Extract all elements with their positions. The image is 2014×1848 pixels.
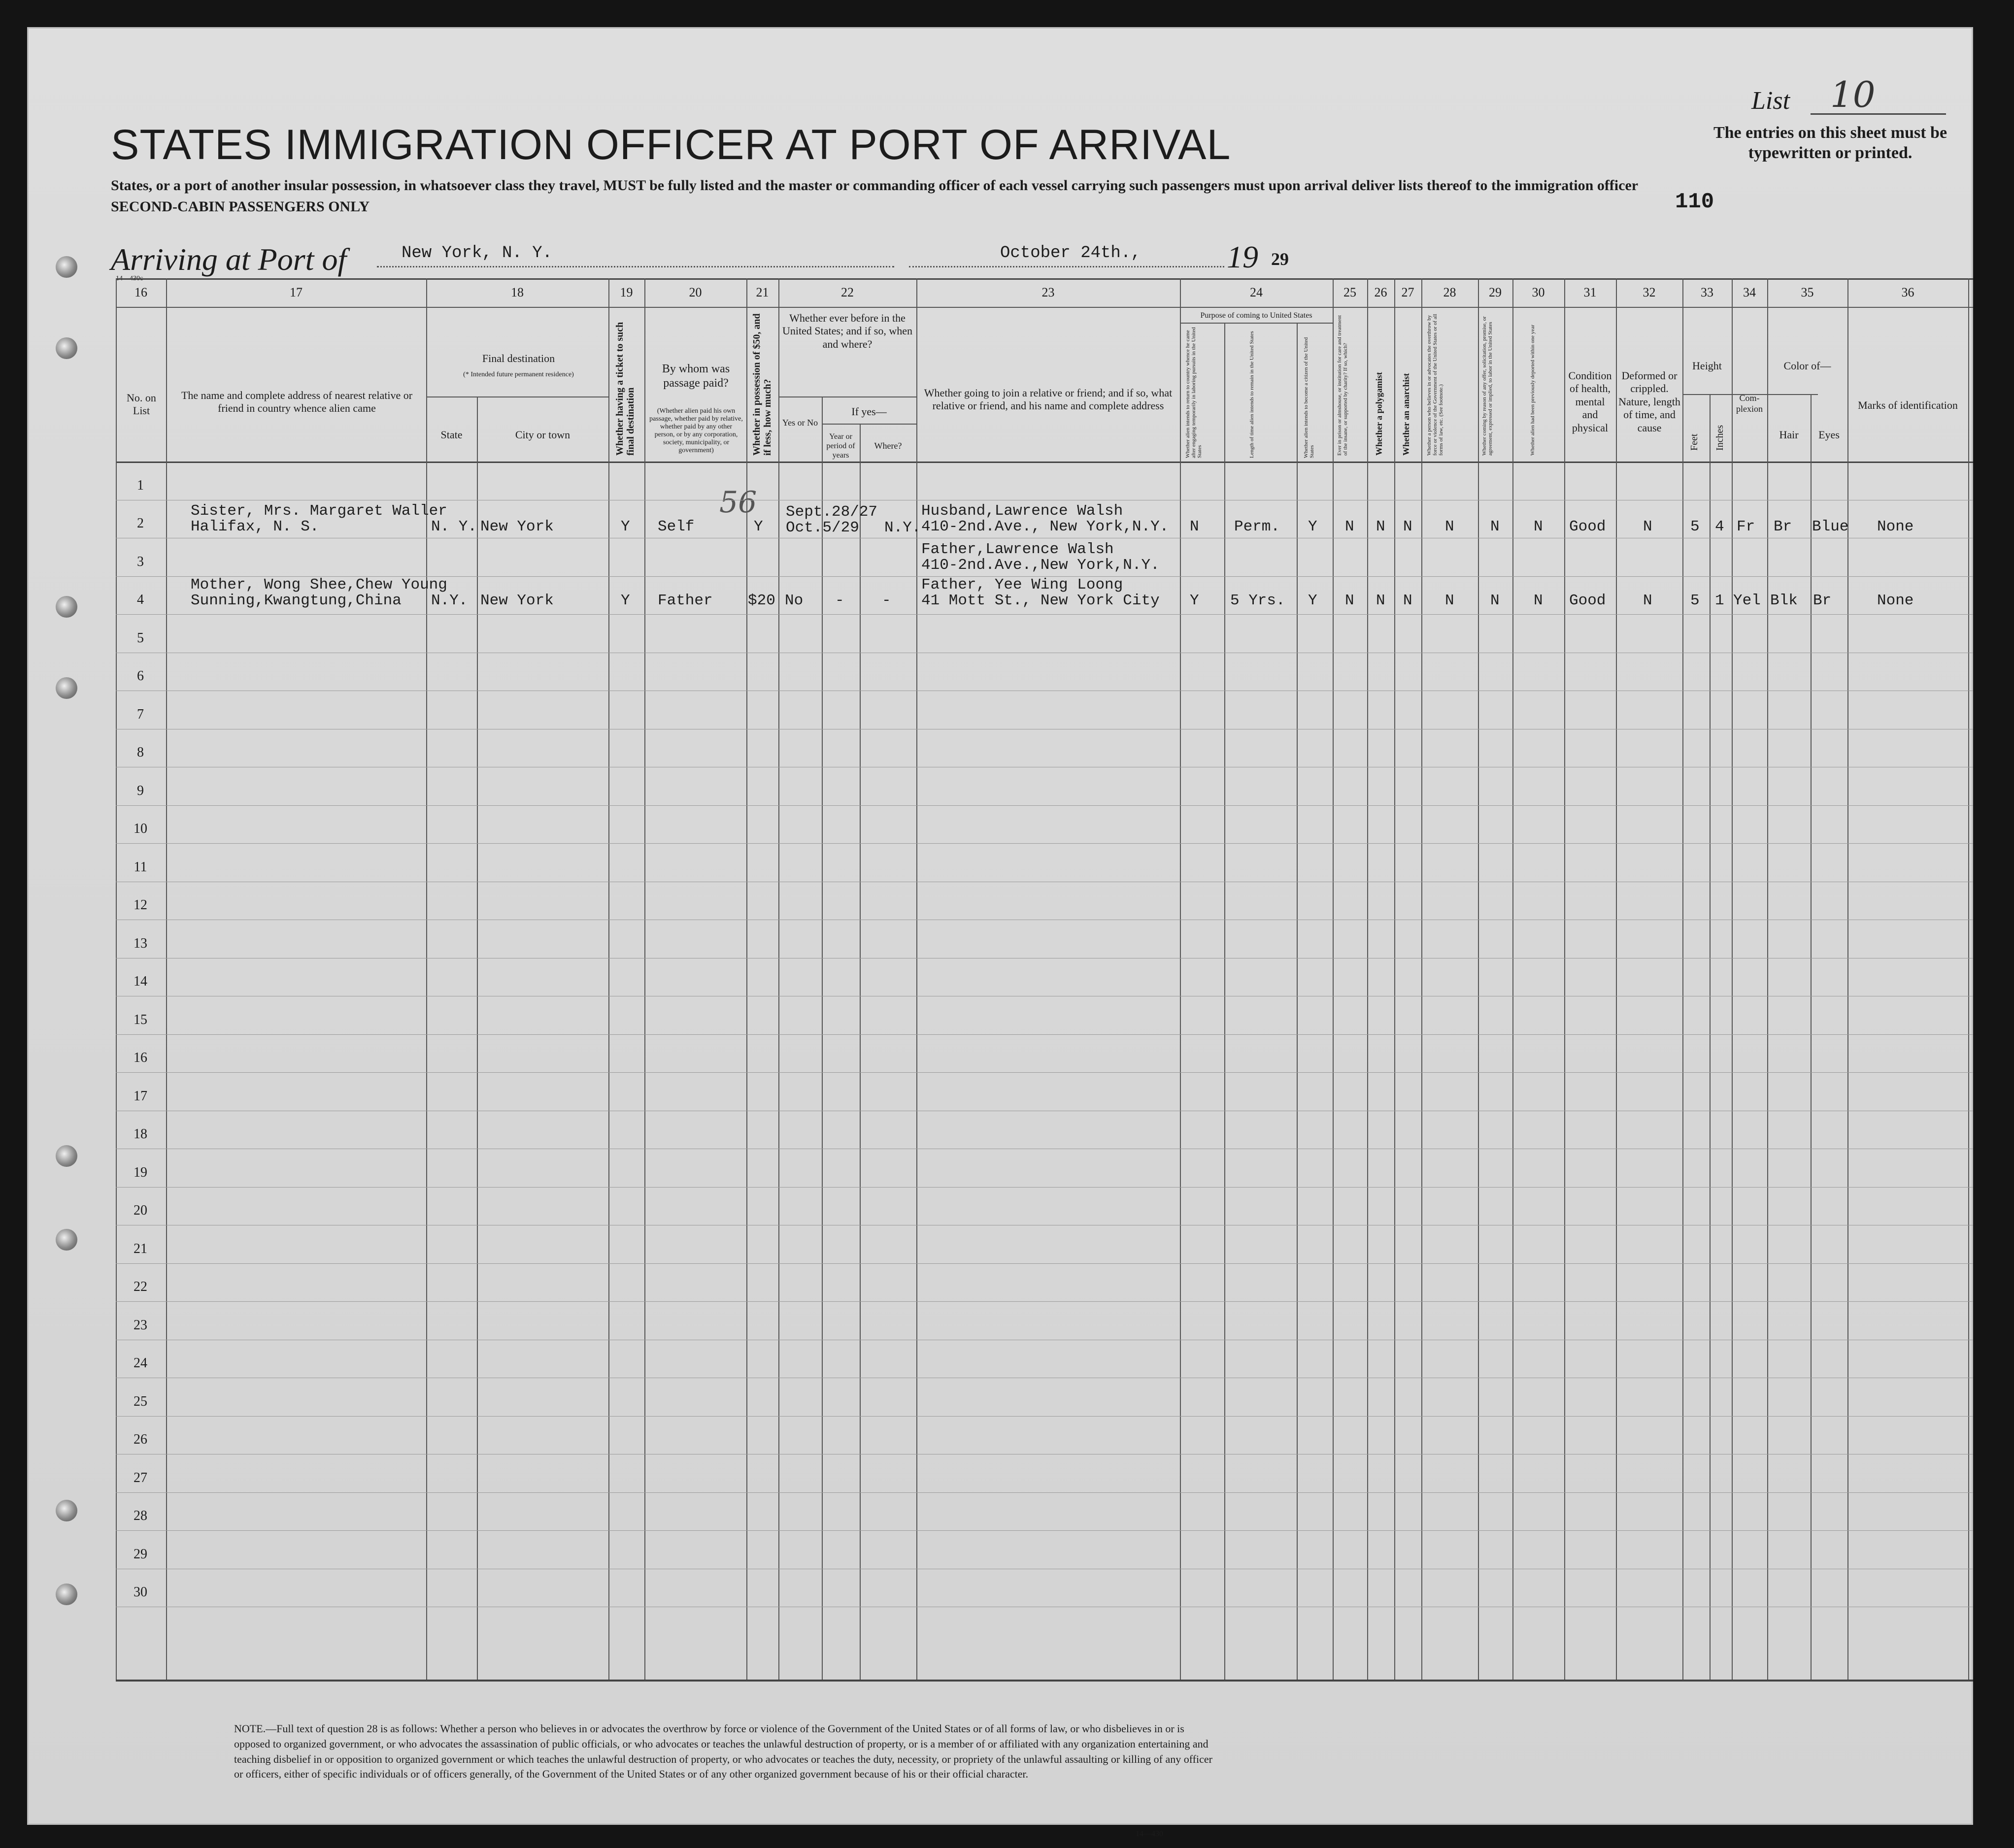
col-border — [916, 278, 917, 1680]
row-rule — [116, 1263, 1973, 1264]
header-join-relative: Whether going to join a relative or friend; and if so, what relative or friend, and his name and complete address — [924, 387, 1173, 412]
header-bottom-border — [116, 462, 1973, 463]
row1-offer: N — [1490, 518, 1500, 535]
cabin-class: SECOND-CABIN PASSENGERS ONLY — [111, 198, 370, 215]
col-number-35: 35 — [1801, 285, 1814, 299]
row-rule — [116, 1072, 1973, 1073]
col-border — [1333, 278, 1334, 1680]
col-number-24: 24 — [1250, 285, 1263, 299]
header-length-of-time: Length of time alien intends to remain in the United States — [1249, 331, 1255, 458]
col-number-18: 18 — [511, 285, 524, 299]
row-number: 6 — [137, 668, 144, 684]
col-border — [1421, 278, 1422, 1680]
row3-before-yesno: No — [785, 592, 804, 609]
row-number: 23 — [134, 1317, 147, 1333]
header-nearest-relative: The name and complete address of nearest relative or friend in country whence alien came — [181, 389, 413, 415]
row3-paid-by: Father — [658, 592, 713, 609]
punch-hole — [56, 1229, 77, 1251]
header-passage-note: (Whether alien paid his own passage, whether paid by relative, whether paid by any other person, or by any corporation, society, municipality, or government) — [649, 407, 743, 455]
handwritten-56: 56 — [719, 485, 757, 520]
col-number-23: 23 — [1041, 285, 1055, 299]
header-return: Whether alien intends to return to country whence he came after engaging temporarily in laboring pursuits in the United States — [1185, 327, 1203, 458]
row3-relative-line2: Sunning,Kwangtung,China — [191, 592, 402, 609]
row-number: 17 — [134, 1088, 147, 1104]
row-number: 3 — [137, 554, 144, 569]
row3-inches: 1 — [1715, 592, 1724, 609]
row3-q28: N — [1445, 592, 1454, 609]
row3-feet: 5 — [1690, 592, 1700, 609]
row-number: 12 — [134, 897, 147, 913]
row-rule — [116, 805, 1973, 806]
row-number: 11 — [134, 859, 147, 875]
row-number: 26 — [134, 1432, 147, 1447]
arriving-label: Arriving at Port of — [111, 242, 347, 277]
header-color-of: Color of— — [1783, 360, 1831, 372]
col-number-21: 21 — [756, 285, 769, 299]
col-number-32: 32 — [1643, 285, 1656, 299]
header-where: Where? — [874, 441, 902, 451]
row-rule — [116, 1301, 1973, 1302]
manifest-sheet — [27, 27, 1973, 1838]
row-number: 27 — [134, 1470, 147, 1485]
col-border — [1512, 278, 1513, 1680]
row-rule — [116, 1034, 1973, 1035]
row1-complexion: Fr — [1737, 518, 1755, 535]
punch-hole — [56, 677, 77, 699]
row3-offer: N — [1490, 592, 1500, 609]
header-offer: Whether coming by reason of any offer, solicitation, promise, or agreement, expressed or implied, to labor in the United States — [1481, 316, 1494, 456]
col-number-30: 30 — [1532, 285, 1545, 299]
header-eyes: Eyes — [1818, 429, 1840, 441]
row3-deformed: N — [1643, 592, 1652, 609]
list-number: 10 — [1830, 74, 1876, 115]
row3-before-where: - — [882, 592, 891, 609]
header-height: Height — [1692, 360, 1722, 372]
row-number: 22 — [134, 1279, 147, 1294]
col-border — [1394, 278, 1395, 1680]
row3-complexion: Yel — [1733, 592, 1761, 609]
col-border — [1710, 394, 1711, 1680]
header-complexion: Com- plexion — [1736, 393, 1763, 414]
punch-hole — [56, 1500, 77, 1521]
col-number-19: 19 — [620, 285, 633, 299]
row3-return: Y — [1190, 592, 1199, 609]
col-border — [778, 278, 779, 1680]
header-final-destination-note: (* Intended future permanent residence) — [463, 371, 574, 378]
c22-subdivider — [778, 396, 916, 397]
date-dotted-line — [909, 266, 1224, 267]
row3-health: Good — [1569, 592, 1606, 609]
row-number: 18 — [134, 1126, 147, 1142]
year-suffix: 29 — [1271, 249, 1289, 269]
header-deformed: Deformed or crippled. Nature, length of time, and cause — [1618, 369, 1680, 434]
punch-hole — [56, 596, 77, 618]
col-border — [608, 278, 609, 1680]
row-rule — [116, 614, 1973, 615]
c18-subdivider — [426, 396, 608, 397]
row-number: 30 — [134, 1584, 147, 1600]
row1-citizen: Y — [1308, 518, 1317, 535]
page-title: STATES IMMIGRATION OFFICER AT PORT OF ARRIVAL — [111, 121, 1231, 168]
header-final-destination: Final destination — [482, 352, 555, 364]
col-number-33: 33 — [1701, 285, 1713, 299]
row1-relative-line2: Halifax, N. S. — [191, 518, 319, 535]
row3-before-years: - — [835, 592, 844, 609]
row-number: 1 — [137, 477, 144, 493]
row3-deported: N — [1534, 592, 1543, 609]
c22-ifyes-divider — [822, 424, 916, 425]
row-number: 13 — [134, 935, 147, 951]
row1-prison: N — [1345, 518, 1354, 535]
header-year-period: Year or period of years — [826, 432, 855, 460]
row3-join-line1: Father, Yee Wing Loong — [921, 576, 1123, 594]
header-ticket: Whether having a ticket to such final destination — [614, 322, 636, 456]
row3-eyes: Br — [1813, 592, 1832, 609]
row3-money: $20 — [748, 592, 775, 609]
col-number-25: 25 — [1343, 285, 1356, 299]
row-number: 8 — [137, 745, 144, 760]
row-rule — [116, 843, 1973, 844]
row-number: 7 — [137, 706, 144, 722]
col-border — [1847, 278, 1848, 1680]
punch-hole — [56, 1145, 77, 1167]
column-number-divider — [116, 307, 1973, 308]
col-number-22: 22 — [841, 285, 854, 299]
col-border — [1811, 394, 1812, 1680]
row-rule — [116, 1530, 1973, 1531]
row3-state: N.Y. — [431, 592, 468, 609]
row-number: 14 — [134, 974, 147, 989]
row-rule — [116, 576, 1973, 577]
header-health: Condition of health, mental and physical — [1568, 369, 1612, 434]
form-code-bottom: 14—430 — [1136, 1830, 1163, 1838]
row3-polygamist: N — [1376, 592, 1385, 609]
header-deported: Whether alien had been previously deported within one year — [1530, 325, 1536, 456]
row-number: 9 — [137, 783, 144, 798]
row3-citizen: Y — [1308, 592, 1317, 609]
header-if-yes: If yes— — [851, 405, 887, 418]
punch-hole — [56, 1584, 77, 1605]
footnote-question-28: NOTE.—Full text of question 28 is as follows: Whether a person who believes in or advocates the overthrow by force or violence of the Government of the United States or of all forms of law, or who disbelieves in or is opposed to organized government, or who advocates the assassination of public officials, or who advocates or teaches the unlawful destruction of property, or is a member of or affiliated with any organization entertaining and teaching disbelief in or opposition to organized government or which teaches the unlawful destruction of property, or who advocates or teaches the duty, necessity, or propriety of the unlawful assaulting or killing of any officer or officers, either of specific individuals or of officers generally, of the Government of the United States or of any other organized government because of his or their official character. — [234, 1722, 1212, 1781]
row-number: 5 — [137, 630, 144, 646]
col-number-17: 17 — [290, 285, 302, 299]
row3-hair: Blk — [1770, 592, 1798, 609]
header-feet: Feet — [1689, 433, 1700, 451]
header-citizen: Whether alien intends to become a citizen of the United States — [1303, 337, 1315, 458]
header-purpose: Purpose of coming to United States — [1200, 311, 1312, 320]
col-number-29: 29 — [1489, 285, 1502, 299]
row1-money: Y — [754, 518, 763, 535]
header-passage-paid: By whom was passage paid? — [662, 363, 730, 390]
col-number-31: 31 — [1583, 285, 1597, 299]
col-number-34: 34 — [1743, 285, 1756, 299]
row3-anarchist: N — [1403, 592, 1412, 609]
entries-note: The entries on this sheet must be typewritten or printed. — [1713, 124, 1947, 162]
c24-subdivider — [1180, 323, 1333, 324]
header-possession-50: Whether in possession of $50, and if less, how much? — [751, 313, 773, 456]
header-yes-or-no: Yes or No — [782, 418, 818, 428]
manifest-table — [116, 278, 1973, 1689]
header-city-or-town: City or town — [515, 429, 571, 441]
col-border — [1682, 278, 1683, 1680]
row-number: 19 — [134, 1164, 147, 1180]
row1-hair: Br — [1774, 518, 1792, 535]
col-border — [860, 424, 861, 1680]
col-border — [1180, 278, 1181, 1680]
row2-join-line2: 410-2nd.Ave.,New York,N.Y. — [921, 557, 1160, 574]
col-border — [1968, 278, 1969, 1680]
row1-paid-by: Self — [658, 518, 695, 535]
row-number: 10 — [134, 821, 147, 836]
row-number: 4 — [137, 592, 144, 607]
col-border — [1297, 323, 1298, 1680]
row-number: 20 — [134, 1203, 147, 1218]
row1-health: Good — [1569, 518, 1606, 535]
row1-deformed: N — [1643, 518, 1652, 535]
row-rule — [116, 1187, 1973, 1188]
row1-anarchist: N — [1403, 518, 1412, 535]
col-border — [644, 278, 645, 1680]
row3-prison: N — [1345, 592, 1354, 609]
row-rule — [116, 1416, 1973, 1417]
header-no-on-list: No. on List — [127, 392, 156, 417]
header-hair: Hair — [1779, 429, 1799, 441]
row3-join-line2: 41 Mott St., New York City — [921, 592, 1160, 609]
row-number: 29 — [134, 1546, 147, 1562]
row1-relative-line1: Sister, Mrs. Margaret Waller — [191, 502, 447, 520]
col-border — [1732, 278, 1733, 1680]
port-of-arrival: New York, N. Y. — [402, 244, 553, 263]
row1-ticket: Y — [621, 518, 630, 535]
row1-return: N — [1190, 518, 1199, 535]
col-border — [822, 396, 823, 1680]
row3-length: 5 Yrs. — [1230, 592, 1285, 609]
col-border — [166, 278, 167, 1680]
col-border — [1616, 278, 1617, 1680]
row-number: 16 — [134, 1050, 147, 1065]
col-border — [1478, 278, 1479, 1680]
row-number: 25 — [134, 1393, 147, 1409]
col-border — [1224, 323, 1225, 1680]
punch-hole — [56, 256, 77, 278]
row-number: 28 — [134, 1508, 147, 1523]
port-dotted-line — [377, 266, 894, 267]
col-border — [426, 278, 427, 1680]
arrival-date: October 24th., — [1000, 244, 1141, 263]
row-rule — [116, 1492, 1973, 1493]
table-bottom-border — [116, 1680, 1973, 1682]
list-underline — [1811, 113, 1946, 115]
header-question-28: Whether a person who believes in or advocates the overthrow by force or violence of the Government of the United States or of all forms of law, etc. (See footnote.) — [1426, 314, 1444, 456]
row-number: 24 — [134, 1355, 147, 1371]
form-code-top: 14—430c — [116, 275, 143, 282]
table-top-border — [116, 278, 1973, 280]
col-number-16: 16 — [134, 285, 147, 299]
row3-relative-line1: Mother, Wong Shee,Chew Young — [191, 576, 447, 594]
row-number: 15 — [134, 1012, 147, 1027]
header-prison: Ever in prison or almshouse, or institution for care and treatment of the insane, or supported by charity? If so, which? — [1337, 315, 1349, 456]
col-number-20: 20 — [689, 285, 702, 299]
row1-q28: N — [1445, 518, 1454, 535]
header-marks: Marks of identification — [1858, 399, 1958, 411]
col-border — [1367, 278, 1368, 1680]
row1-before-where: N.Y. — [884, 519, 921, 536]
row3-ticket: Y — [621, 592, 630, 609]
header-anarchist: Whether an anarchist — [1401, 373, 1411, 456]
row1-before-dates-2: Oct.5/29 — [786, 519, 859, 536]
row3-city: New York — [480, 592, 554, 609]
header-polygamist: Whether a polygamist — [1374, 372, 1384, 456]
row1-join-line1: Husband,Lawrence Walsh — [921, 502, 1123, 520]
row1-inches: 4 — [1715, 518, 1724, 535]
col-border — [1564, 278, 1565, 1680]
list-label: List — [1751, 87, 1790, 115]
row1-before-dates-1: Sept.28/27 — [786, 503, 878, 521]
col-number-26: 26 — [1374, 285, 1387, 299]
row1-state: N. Y. — [431, 518, 477, 535]
header-state: State — [440, 429, 463, 441]
punch-hole — [56, 337, 77, 359]
row3-marks: None — [1877, 592, 1914, 609]
col-number-27: 27 — [1401, 285, 1414, 299]
row1-deported: N — [1534, 518, 1543, 535]
col-border — [1767, 278, 1768, 1680]
row1-marks: None — [1877, 518, 1914, 535]
row2-join-line1: Father,Lawrence Walsh — [921, 541, 1114, 558]
row1-eyes: Blue — [1812, 518, 1849, 535]
col-border — [477, 396, 478, 1680]
row1-city: New York — [480, 518, 554, 535]
col-number-28: 28 — [1443, 285, 1456, 299]
year-prefix: 19 — [1227, 239, 1258, 274]
row-number: 2 — [137, 516, 144, 531]
row1-polygamist: N — [1376, 518, 1385, 535]
row-number: 21 — [134, 1241, 147, 1256]
header-ever-before: Whether ever before in the United States; and if so, when and where? — [782, 312, 912, 350]
sheet-number: 110 — [1675, 190, 1714, 214]
header-inches: Inches — [1714, 425, 1725, 451]
col-number-36: 36 — [1901, 285, 1914, 299]
row1-length: Perm. — [1234, 518, 1280, 535]
instruction-text: States, or a port of another insular possession, in whatsoever class they travel, MUST be fully listed and the master or commanding officer of each vessel carrying such passengers must upon arrival deliver lists thereof to the immigration officer — [111, 177, 1639, 194]
row1-join-line2: 410-2nd.Ave., New York,N.Y. — [921, 518, 1169, 535]
row1-feet: 5 — [1690, 518, 1700, 535]
